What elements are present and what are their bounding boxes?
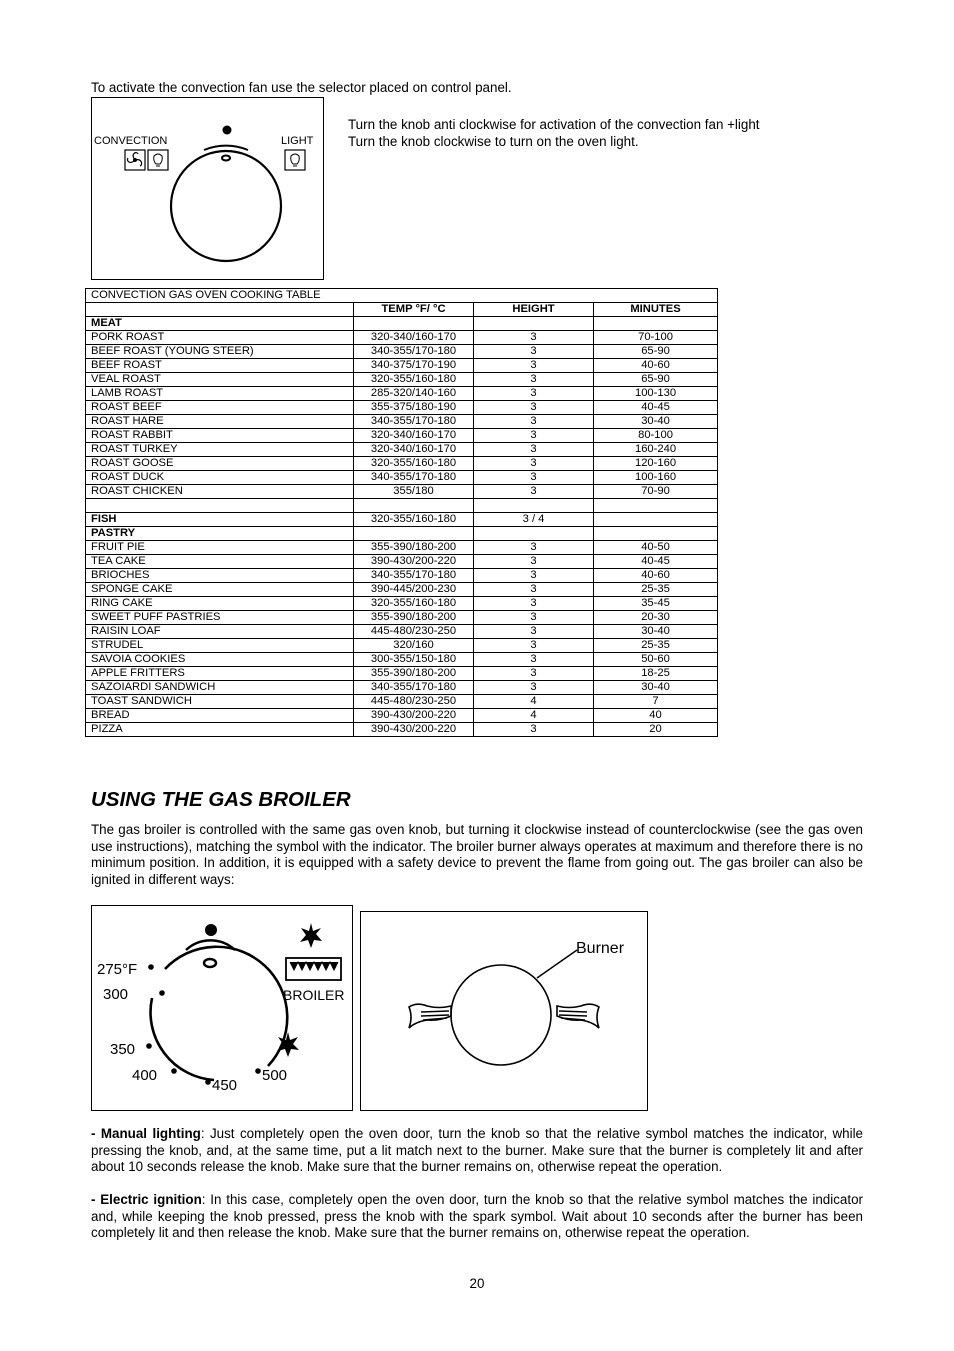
cell-item: APPLE FRITTERS	[86, 667, 354, 681]
cell-temp: 390-430/200-220	[354, 709, 474, 723]
cell-item: STRUDEL	[86, 639, 354, 653]
cell-item: TEA CAKE	[86, 555, 354, 569]
burner-diagram	[361, 912, 647, 1110]
cell-minutes: 25-35	[594, 583, 718, 597]
cell-height: 3	[474, 625, 594, 639]
cell-temp: 390-430/200-220	[354, 555, 474, 569]
cell-minutes: 65-90	[594, 345, 718, 359]
selector-knob-diagram	[92, 98, 323, 279]
cell-item: MEAT	[86, 317, 354, 331]
manual-lighting-paragraph	[91, 1126, 863, 1176]
table-row	[86, 317, 718, 331]
cell-height: 3	[474, 583, 594, 597]
cell-temp: 320-355/160-180	[354, 597, 474, 611]
cell-height: 3	[474, 555, 594, 569]
cell-item: SPONGE CAKE	[86, 583, 354, 597]
table-row	[86, 331, 718, 345]
broiler-label: BROILER	[283, 987, 345, 1003]
cell-height: 3	[474, 429, 594, 443]
cell-minutes: 70-100	[594, 331, 718, 345]
selector-knob-figure	[91, 97, 324, 280]
cell-height: 4	[474, 695, 594, 709]
table-row	[86, 723, 718, 737]
spark-icon	[300, 923, 322, 948]
table-row	[86, 345, 718, 359]
cell-minutes: 30-40	[594, 625, 718, 639]
table-row	[86, 681, 718, 695]
cell-item: SWEET PUFF PASTRIES	[86, 611, 354, 625]
table-row	[86, 597, 718, 611]
cell-height: 3	[474, 611, 594, 625]
cell-minutes: 20	[594, 723, 718, 737]
cell-height: 3	[474, 471, 594, 485]
spark-icon	[277, 1032, 299, 1057]
burner-circle	[451, 965, 551, 1065]
cell-temp: 340-355/170-180	[354, 471, 474, 485]
cell-height: 3	[474, 723, 594, 737]
table-row	[86, 429, 718, 443]
table-row	[86, 457, 718, 471]
cell-temp: 340-355/170-180	[354, 415, 474, 429]
temp-275-label: 275°F	[97, 961, 138, 978]
page-number: 20	[469, 1276, 485, 1291]
cell-temp: 355-390/180-200	[354, 667, 474, 681]
table-row	[86, 499, 718, 513]
cell-height: 3	[474, 485, 594, 499]
table-row	[86, 639, 718, 653]
temp-300-label: 300	[103, 986, 129, 1003]
intro-text: To activate the convection fan use the selector placed on control panel.	[91, 80, 512, 95]
table-row	[86, 471, 718, 485]
cell-minutes: 70-90	[594, 485, 718, 499]
cell-minutes: 40-45	[594, 401, 718, 415]
convection-label: CONVECTION	[94, 135, 168, 147]
off-position-icon	[204, 959, 216, 967]
cell-minutes	[594, 513, 718, 527]
table-row	[86, 569, 718, 583]
cell-item: RAISIN LOAF	[86, 625, 354, 639]
cell-minutes: 40-45	[594, 555, 718, 569]
temp-500-label: 500	[262, 1067, 288, 1084]
cell-height: 3	[474, 667, 594, 681]
cell-item: SAZOIARDI SANDWICH	[86, 681, 354, 695]
table-row	[86, 611, 718, 625]
cell-temp: 320-340/160-170	[354, 443, 474, 457]
manual-lighting-text: : Just completely open the oven door, turn the knob so that the relative symbol matches the indicator, while pressing the knob, and, at the same time, put a lit match next to the burner. Make sure that the burner is completely lit and after about 10 seconds release the knob. Make sure that the burner remains on, otherwise repeat the operation.	[91, 1126, 863, 1175]
table-row	[86, 485, 718, 499]
cell-height	[474, 499, 594, 513]
selector-knob[interactable]	[171, 151, 281, 261]
cell-item: BEEF ROAST	[86, 359, 354, 373]
cell-item: ROAST CHICKEN	[86, 485, 354, 499]
cell-minutes: 50-60	[594, 653, 718, 667]
temp-400-label: 400	[132, 1067, 158, 1084]
manual-lighting-heading: - Manual lighting	[91, 1126, 201, 1141]
cell-item: ROAST RABBIT	[86, 429, 354, 443]
cell-minutes: 30-40	[594, 681, 718, 695]
cell-height: 3	[474, 387, 594, 401]
table-row	[86, 541, 718, 555]
left-flame-icon	[409, 1004, 451, 1028]
cell-temp: 445-480/230-250	[354, 625, 474, 639]
cell-temp	[354, 527, 474, 541]
cell-temp: 320-355/160-180	[354, 373, 474, 387]
broiler-description: The gas broiler is controlled with the same gas oven knob, but turning it clockwise instead of counterclockwise (see the gas oven use instructions), matching the symbol with the indicator. The broiler burner always operates at maximum and therefore there is no minimum position. In addition, it is equipped with a safety device to prevent the flame from going out. The gas broiler can also be ignited in different ways:	[91, 822, 863, 887]
cell-temp: 320-340/160-170	[354, 331, 474, 345]
cell-height: 3	[474, 569, 594, 583]
electric-ignition-text: : In this case, completely open the oven door, turn the knob so that the relative symbol matches the indicator and, while keeping the knob pressed, press the knob with the spark symbol. Wait about 10 seconds after the burner has been completely lit and then release the knob. Make sure that the burner remains on, otherwise repeat the operation.	[91, 1192, 863, 1241]
column-header-item	[86, 303, 354, 317]
cell-temp: 340-375/170-190	[354, 359, 474, 373]
column-header-minutes: MINUTES	[594, 303, 718, 317]
electric-ignition-heading: - Electric ignition	[91, 1192, 202, 1207]
cell-item: PORK ROAST	[86, 331, 354, 345]
section-title: USING THE GAS BROILER	[91, 788, 351, 811]
cell-height: 3	[474, 443, 594, 457]
cell-height: 3	[474, 415, 594, 429]
cell-height	[474, 527, 594, 541]
cell-minutes: 40-60	[594, 569, 718, 583]
cell-height: 3	[474, 597, 594, 611]
cell-item	[86, 499, 354, 513]
cell-item: ROAST DUCK	[86, 471, 354, 485]
cell-height: 3	[474, 653, 594, 667]
cell-temp: 320-355/160-180	[354, 513, 474, 527]
cell-item: LAMB ROAST	[86, 387, 354, 401]
cell-height: 3	[474, 457, 594, 471]
cell-minutes: 20-30	[594, 611, 718, 625]
cell-temp	[354, 499, 474, 513]
cell-item: BREAD	[86, 709, 354, 723]
table-row	[86, 527, 718, 541]
cell-temp: 285-320/140-160	[354, 387, 474, 401]
cell-item: ROAST HARE	[86, 415, 354, 429]
table-row	[86, 513, 718, 527]
burner-leader-line	[537, 950, 577, 978]
cell-minutes: 35-45	[594, 597, 718, 611]
cell-item: SAVOIA COOKIES	[86, 653, 354, 667]
cell-height: 3	[474, 639, 594, 653]
cell-minutes: 120-160	[594, 457, 718, 471]
indicator-dot-icon	[205, 924, 217, 936]
table-row	[86, 583, 718, 597]
cell-height: 3	[474, 359, 594, 373]
cell-minutes: 160-240	[594, 443, 718, 457]
table-row	[86, 695, 718, 709]
cell-minutes	[594, 499, 718, 513]
light-icon	[285, 150, 305, 170]
instruction-anticlockwise: Turn the knob anti clockwise for activation of the convection fan +light	[348, 117, 760, 132]
table-row	[86, 555, 718, 569]
table-row	[86, 625, 718, 639]
cell-height: 4	[474, 709, 594, 723]
cell-item: TOAST SANDWICH	[86, 695, 354, 709]
right-flame-icon	[557, 1004, 599, 1028]
cell-minutes: 7	[594, 695, 718, 709]
cell-temp: 355-390/180-200	[354, 611, 474, 625]
table-row	[86, 709, 718, 723]
selector-instructions	[348, 117, 760, 150]
cell-item: BEEF ROAST (YOUNG STEER)	[86, 345, 354, 359]
cell-temp: 355-375/180-190	[354, 401, 474, 415]
cell-minutes	[594, 527, 718, 541]
convection-fan-icon	[125, 150, 145, 170]
cell-item: PIZZA	[86, 723, 354, 737]
off-position-icon	[222, 156, 230, 161]
cell-item: BRIOCHES	[86, 569, 354, 583]
cell-minutes: 40-50	[594, 541, 718, 555]
table-row	[86, 415, 718, 429]
instruction-clockwise: Turn the knob clockwise to turn on the oven light.	[348, 133, 639, 149]
cell-item: VEAL ROAST	[86, 373, 354, 387]
cell-temp: 445-480/230-250	[354, 695, 474, 709]
burner-figure	[360, 911, 648, 1111]
cell-minutes: 100-160	[594, 471, 718, 485]
broiler-knob-diagram	[92, 906, 352, 1110]
cell-temp: 320-355/160-180	[354, 457, 474, 471]
cell-temp: 390-445/200-230	[354, 583, 474, 597]
cell-height: 3	[474, 401, 594, 415]
cell-item: ROAST TURKEY	[86, 443, 354, 457]
broiler-knob[interactable]	[165, 947, 287, 1066]
cell-height: 3	[474, 373, 594, 387]
cell-minutes: 18-25	[594, 667, 718, 681]
cell-height: 3	[474, 345, 594, 359]
column-header-height: HEIGHT	[474, 303, 594, 317]
broiler-element-icon	[286, 958, 341, 980]
cell-temp: 300-355/150-180	[354, 653, 474, 667]
burner-label: Burner	[576, 940, 625, 957]
cell-temp: 390-430/200-220	[354, 723, 474, 737]
cell-temp: 340-355/170-180	[354, 345, 474, 359]
table-row	[86, 667, 718, 681]
temp-350-label: 350	[110, 1041, 136, 1058]
light-label: LIGHT	[281, 135, 314, 147]
cell-item: ROAST GOOSE	[86, 457, 354, 471]
cell-temp: 340-355/170-180	[354, 681, 474, 695]
cell-height: 3	[474, 681, 594, 695]
cell-temp	[354, 317, 474, 331]
cell-item: RING CAKE	[86, 597, 354, 611]
cell-minutes: 40-60	[594, 359, 718, 373]
cell-temp: 340-355/170-180	[354, 569, 474, 583]
cell-minutes: 80-100	[594, 429, 718, 443]
cell-height	[474, 317, 594, 331]
cooking-table-title: CONVECTION GAS OVEN COOKING TABLE	[86, 289, 718, 303]
cell-height: 3	[474, 541, 594, 555]
column-header-temp: TEMP °F/ °C	[354, 303, 474, 317]
cooking-table-body	[86, 317, 718, 737]
cell-temp: 355/180	[354, 485, 474, 499]
cell-item: ROAST BEEF	[86, 401, 354, 415]
cell-temp: 320-340/160-170	[354, 429, 474, 443]
cell-temp: 355-390/180-200	[354, 541, 474, 555]
cell-height: 3	[474, 331, 594, 345]
cell-item: FISH	[86, 513, 354, 527]
cell-item: FRUIT PIE	[86, 541, 354, 555]
cell-temp: 320/160	[354, 639, 474, 653]
cell-minutes: 100-130	[594, 387, 718, 401]
table-row	[86, 359, 718, 373]
cell-minutes: 25-35	[594, 639, 718, 653]
broiler-knob-figure	[91, 905, 353, 1111]
cell-minutes: 65-90	[594, 373, 718, 387]
table-row	[86, 401, 718, 415]
cooking-table	[85, 288, 718, 737]
cell-item: PASTRY	[86, 527, 354, 541]
cell-height: 3 / 4	[474, 513, 594, 527]
temp-450-label: 450	[212, 1077, 238, 1094]
cell-minutes	[594, 317, 718, 331]
convection-light-icon	[148, 150, 168, 170]
table-row	[86, 653, 718, 667]
cell-minutes: 30-40	[594, 415, 718, 429]
table-row	[86, 387, 718, 401]
table-row	[86, 373, 718, 387]
table-row	[86, 443, 718, 457]
cell-minutes: 40	[594, 709, 718, 723]
electric-ignition-paragraph	[91, 1192, 863, 1242]
indicator-dot-icon	[223, 126, 232, 135]
